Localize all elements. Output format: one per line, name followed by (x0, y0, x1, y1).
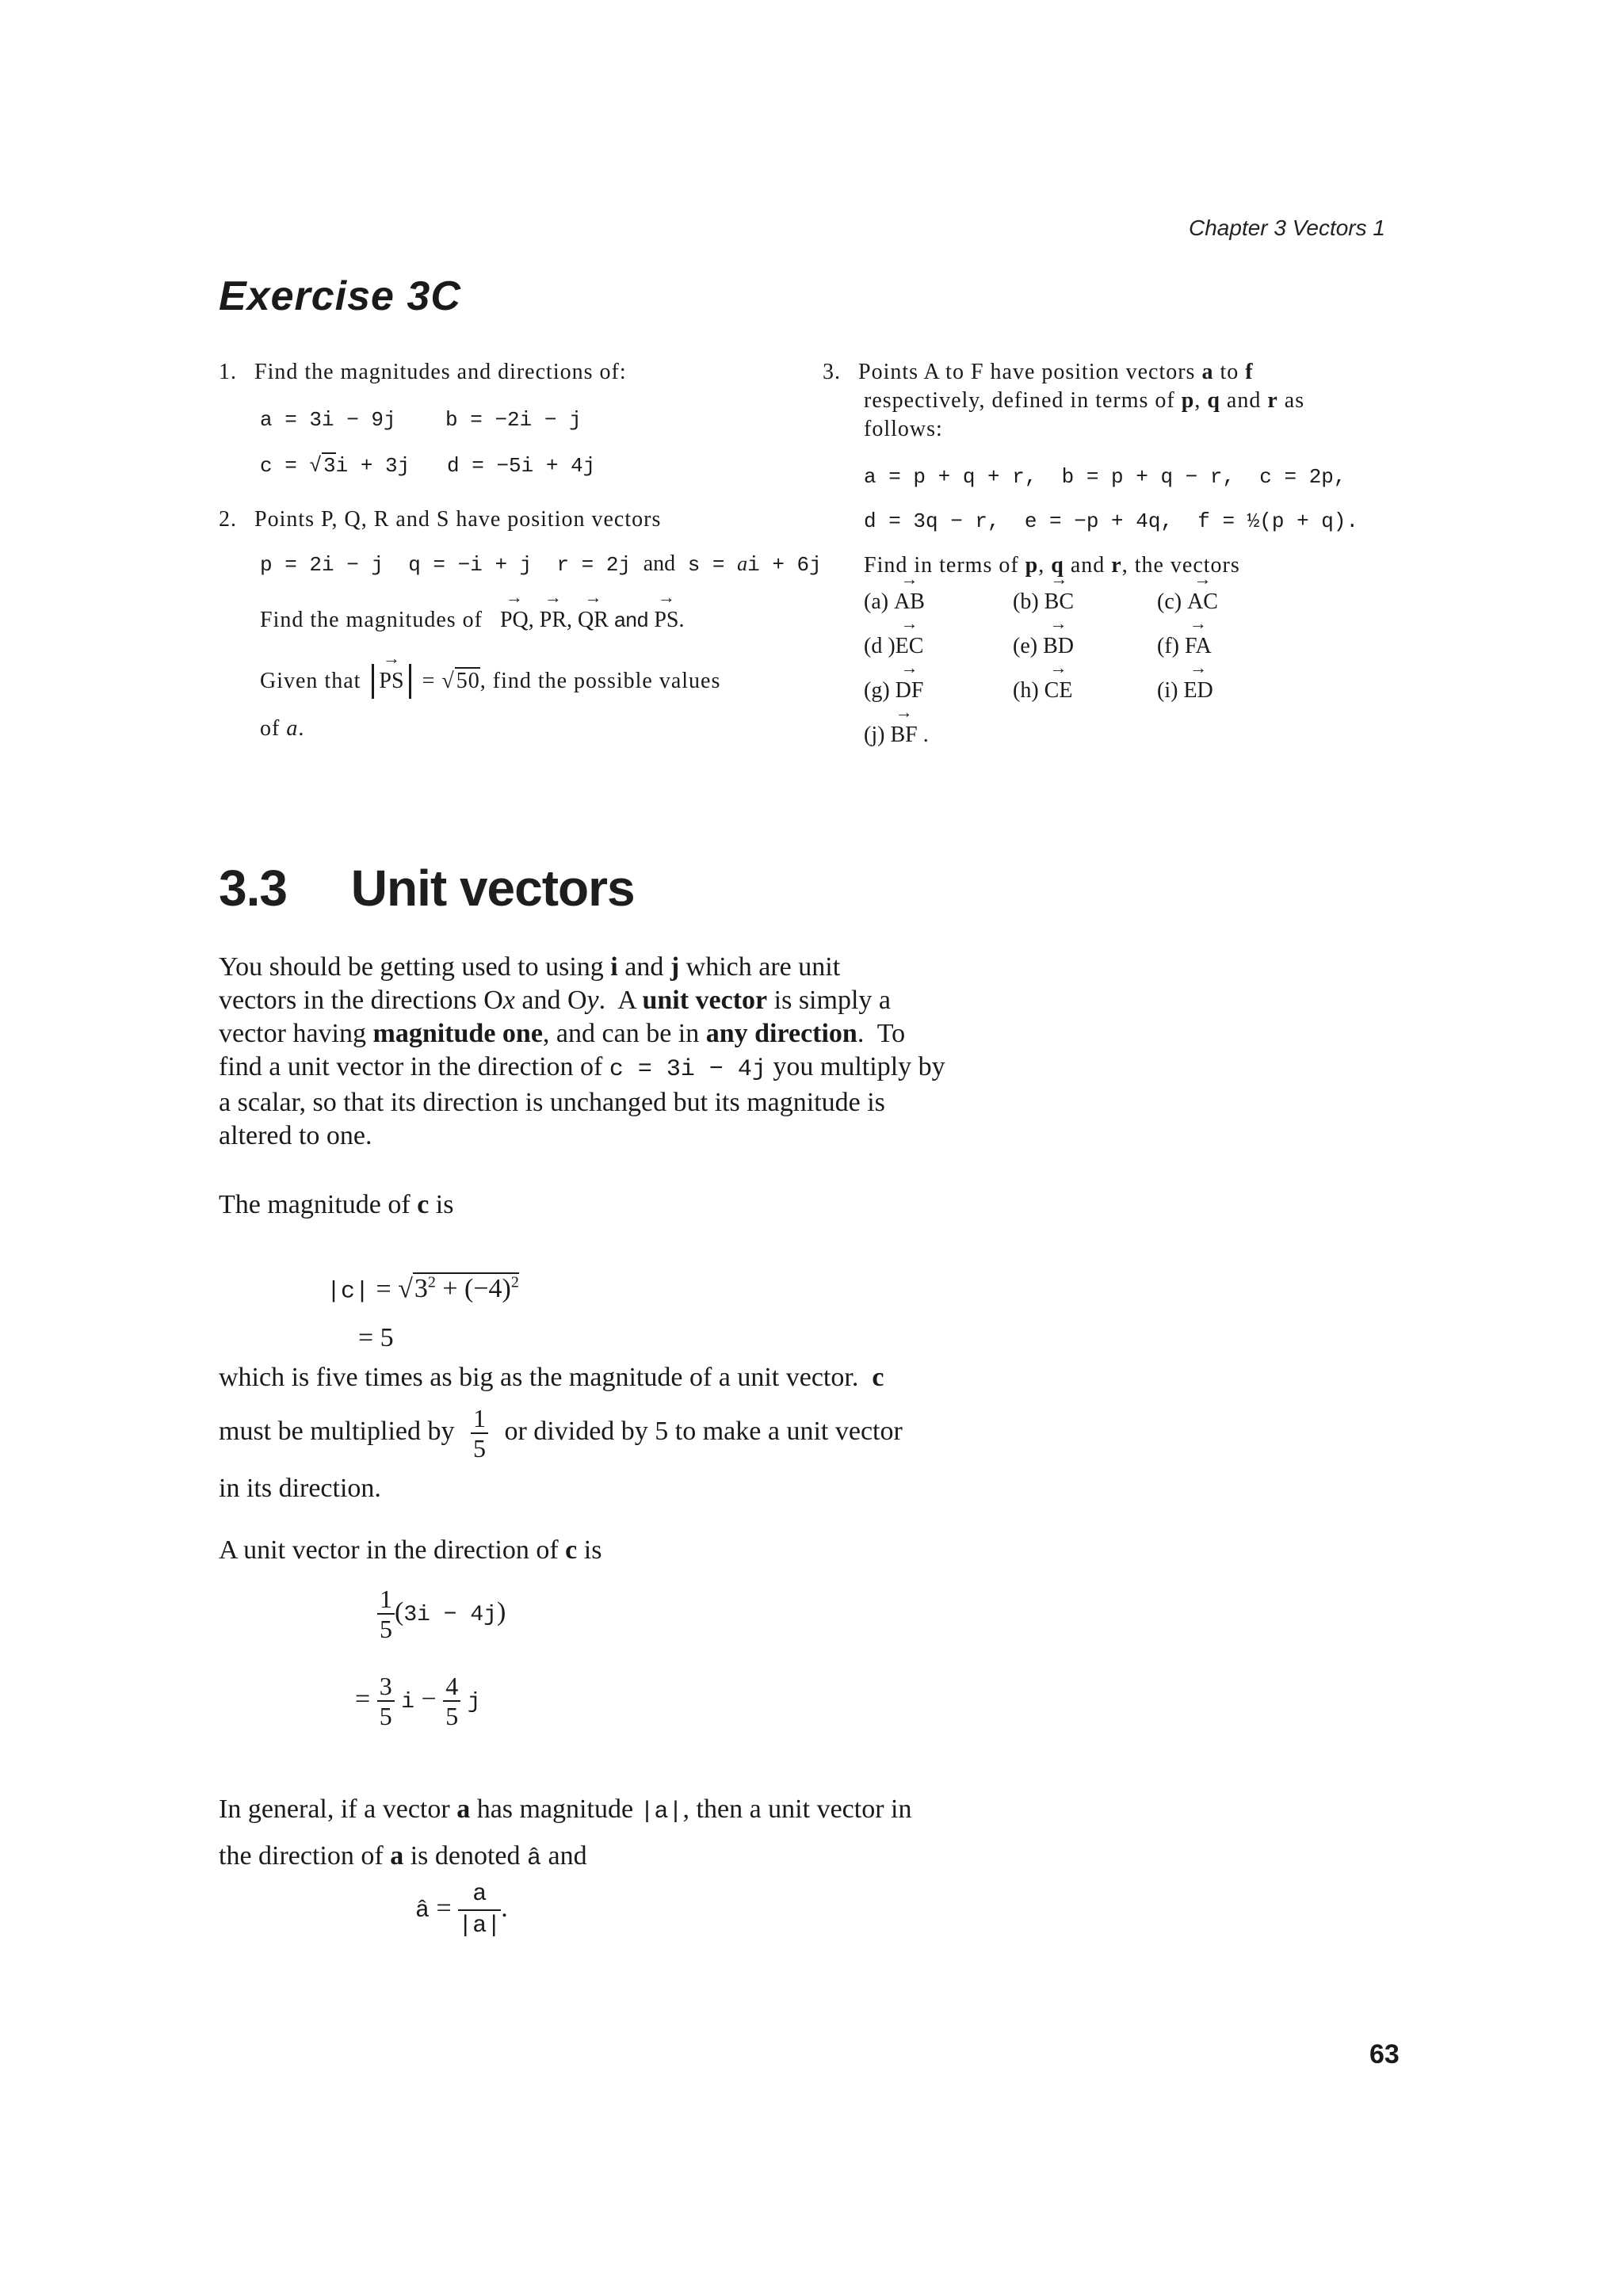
magnitude-equation: $|c| = √3^2 + (-4)^2$ (327, 1274, 519, 1306)
section-para-2-cont: must be multiplied by $\frac{1}{5}$ or divided by 5 to make a unit vector (219, 1404, 903, 1463)
q2-given: Given that → PS = √50, find the possible values (260, 664, 720, 699)
page-number-text: 63 (1369, 2039, 1400, 2069)
exercise-title (219, 273, 461, 320)
question-3: 3. Points A to F have position vectors a to f (823, 360, 1254, 384)
q1-text: Find the magnitudes and directions of: (254, 360, 627, 384)
unit-equation-2: = $\frac{3}{5}$ i − $\frac{4}{5}$ j (355, 1672, 481, 1730)
q3-part-i: (i) → ED (1157, 677, 1213, 705)
q1-number: 1. (219, 360, 237, 384)
q3-part-a: (a) → AB (864, 588, 925, 616)
running-header (1189, 215, 1385, 241)
q1-vectors-row1: a = 3i − 9j b = −2i − j (260, 408, 582, 432)
magnitude-result (358, 1322, 394, 1355)
q3-definitions-line2: d = 3q − r, e = −p + 4q, f = ½(p + q). (864, 509, 1359, 533)
q2-text: Points P, Q, R and S have position vectors (254, 507, 662, 532)
unit-intro: A unit vector in the direction of c is (219, 1535, 602, 1565)
magnitude-intro: The magnitude of c is (219, 1190, 454, 1219)
q2-position-vectors: p = 2i − j q = −i + j r = 2j and s = ai + 6j (260, 551, 822, 577)
chapter-title: Chapter 3 Vectors 1 (1189, 215, 1385, 240)
q2-find-magnitudes: Find the magnitudes of → PQ, → PR, → QR and → PS. (260, 605, 684, 635)
q1-vectors-row2: c = √3i + 3j d = −5i + 4j (260, 454, 596, 478)
q3-part-g: (g) → DF (864, 677, 923, 705)
q3-part-b: (b) → BC (1013, 588, 1074, 616)
q3-text-cont: respectively, defined in terms of p, q and r as follows: (864, 388, 1305, 441)
question-2 (219, 505, 661, 534)
q2-number: 2. (219, 507, 237, 532)
q2-given-end: of a. (260, 716, 305, 741)
exercise-title-text: Exercise 3C (219, 273, 461, 319)
q3-part-h: (h) → CE (1013, 677, 1072, 705)
magnitude-result-text: = 5 (358, 1323, 394, 1352)
q3-part-c: (c) → AC (1157, 588, 1218, 616)
final-equation: â = $\frac{a}{|a|}$ . (415, 1881, 508, 1939)
section-number: 3.3 (219, 860, 287, 917)
page-number (1369, 2039, 1400, 2070)
q2-find-text: Find the magnitudes of (260, 608, 483, 632)
q3-part-e: (e) → BD (1013, 632, 1074, 661)
unit-equation-1: $\frac{1}{5}$ (3i − 4j) (377, 1585, 506, 1643)
section-title: Unit vectors (350, 860, 635, 917)
q3-number: 3. (823, 360, 841, 384)
q3-part-j: (j) → BF . (864, 721, 929, 749)
q3-part-d: (d )→ EC (864, 632, 923, 661)
section-para-3: In general, if a vector a has magnitude |a|, then a unit vector in the direction of a is denoted â and (219, 1794, 912, 1872)
section-para-2-end: in its direction. (219, 1474, 381, 1503)
question-1 (219, 358, 627, 387)
section-para-1: You should be getting used to using i and j which are unit vectors in the directions Ox and Oy. A unit vector is simply a vector having magnitude one, and can be in any direction. To find a unit vector in the direction of c = 3i − 4j you multiply by a scalar, so that its direction is unchanged but its magnitude is altered to one. (219, 952, 945, 1150)
q3-find-text: Find in terms of p, q and r, the vectors (864, 553, 1240, 578)
q3-definitions-line1: a = p + q + r, b = p + q − r, c = 2p, (864, 465, 1346, 489)
section-heading (219, 859, 635, 917)
q3-part-f: (f) → FA (1157, 632, 1212, 661)
section-para-2: which is five times as big as the magnitude of a unit vector. c (219, 1363, 884, 1392)
